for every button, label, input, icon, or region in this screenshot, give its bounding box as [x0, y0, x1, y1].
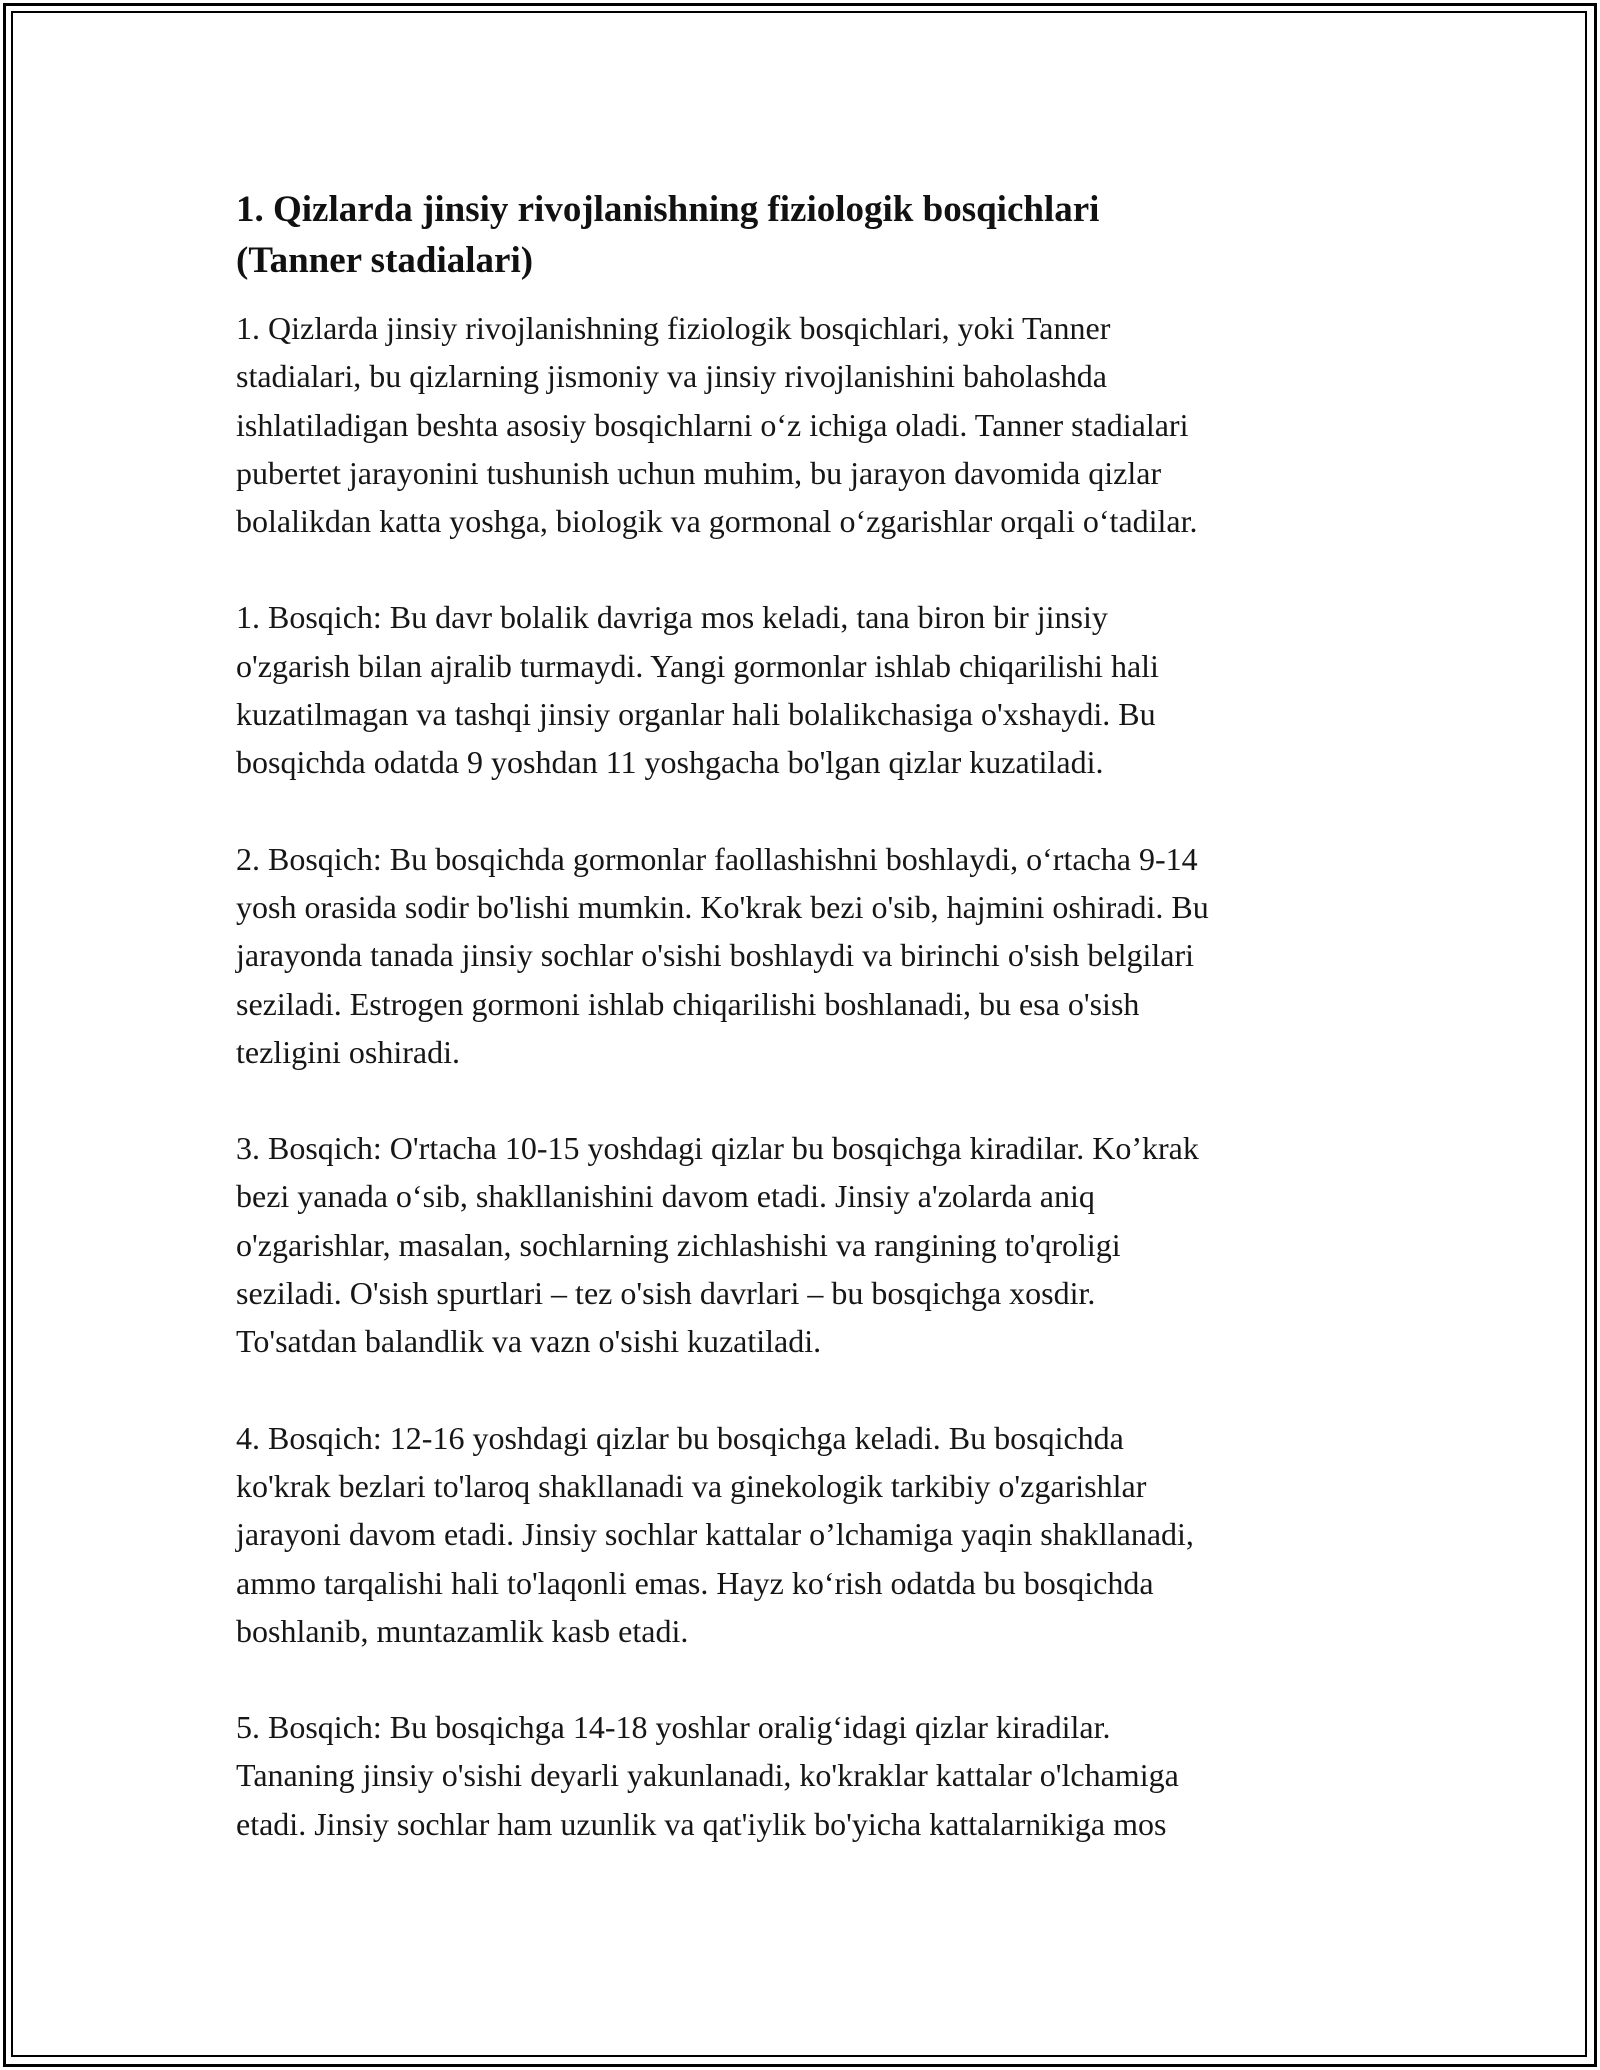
- text-line: jarayoni davom etadi. Jinsiy sochlar kattalar o’lchamiga yaqin shakllanadi,: [236, 1516, 1194, 1553]
- text-line: ko'krak bezlari to'laroq shakllanadi va ginekologik tarkibiy o'zgarishlar: [236, 1467, 1147, 1504]
- text-line: 5. Bosqich: Bu bosqichga 14-18 yoshlar oralig‘idagi qizlar kiradilar.: [236, 1709, 1111, 1746]
- text-line: yosh orasida sodir bo'lishi mumkin. Ko'krak bezi o'sib, hajmini oshiradi. Bu: [236, 888, 1209, 925]
- text-line: To'satdan balandlik va vazn o'sishi kuzatiladi.: [236, 1323, 822, 1360]
- text-line: Tananing jinsiy o'sishi deyarli yakunlanadi, ko'kraklar kattalar o'lchamiga: [236, 1757, 1179, 1794]
- heading-line: 1. Qizlarda jinsiy rivojlanishning fiziologik bosqichlari: [236, 189, 1100, 230]
- text-line: ishlatiladigan beshta asosiy bosqichlarni o‘z ichiga oladi. Tanner stadialari: [236, 406, 1189, 443]
- heading-line: (Tanner stadialari): [236, 240, 534, 281]
- text-line: 1. Bosqich: Bu davr bolalik davriga mos keladi, tana biron bir jinsiy: [236, 599, 1108, 636]
- text-line: jarayonda tanada jinsiy sochlar o'sishi boshlaydi va birinchi o'sish belgilari: [236, 937, 1194, 974]
- text-line: 3. Bosqich: O'rtacha 10-15 yoshdagi qizlar bu bosqichga kiradilar. Ko’krak: [236, 1130, 1199, 1167]
- text-line: stadialari, bu qizlarning jismoniy va jinsiy rivojlanishini baholashda: [236, 358, 1107, 395]
- text-line: seziladi. Estrogen gormoni ishlab chiqarilishi boshlanadi, bu esa o'sish: [236, 985, 1140, 1022]
- text-line: bezi yanada o‘sib, shakllanishini davom etadi. Jinsiy a'zolarda aniq: [236, 1178, 1095, 1215]
- stage-3-paragraph: [236, 1124, 1356, 1365]
- text-line: pubertet jarayonini tushunish uchun muhim, bu jarayon davomida qizlar: [236, 454, 1162, 491]
- text-line: 1. Qizlarda jinsiy rivojlanishning fiziologik bosqichlari, yoki Tanner: [236, 310, 1111, 346]
- stage-2-paragraph: [236, 835, 1356, 1076]
- text-line: etadi. Jinsiy sochlar ham uzunlik va qat'iylik bo'yicha kattalarnikiga mos: [236, 1805, 1167, 1842]
- stage-5-paragraph: [236, 1703, 1356, 1848]
- text-line: boshlanib, muntazamlik kasb etadi.: [236, 1612, 689, 1649]
- text-line: seziladi. O'sish spurtlari – tez o'sish davrlari – bu bosqichga xosdir.: [236, 1275, 1096, 1312]
- text-line: kuzatilmagan va tashqi jinsiy organlar hali bolalikchasiga o'xshaydi. Bu: [236, 696, 1156, 733]
- text-line: bolalikdan katta yoshga, biologik va gormonal o‘zgarishlar orqali o‘tadilar.: [236, 503, 1198, 540]
- document-body: [236, 184, 1356, 1848]
- text-line: o'zgarish bilan ajralib turmaydi. Yangi gormonlar ishlab chiqarilishi hali: [236, 647, 1159, 684]
- text-line: o'zgarishlar, masalan, sochlarning zichlashishi va rangining to'qroligi: [236, 1226, 1121, 1263]
- text-line: tezligini oshiradi.: [236, 1033, 460, 1070]
- intro-paragraph: [236, 304, 1356, 545]
- document-heading: [236, 184, 1356, 286]
- text-line: ammo tarqalishi hali to'laqonli emas. Hayz ko‘rish odatda bu bosqichda: [236, 1564, 1154, 1601]
- text-line: 4. Bosqich: 12-16 yoshdagi qizlar bu bosqichga keladi. Bu bosqichda: [236, 1419, 1124, 1456]
- stage-1-paragraph: [236, 593, 1356, 786]
- text-line: 2. Bosqich: Bu bosqichda gormonlar faollashishni boshlaydi, o‘rtacha 9-14: [236, 840, 1198, 877]
- stage-4-paragraph: [236, 1414, 1356, 1655]
- text-line: bosqichda odatda 9 yoshdan 11 yoshgacha bo'lgan qizlar kuzatiladi.: [236, 744, 1104, 781]
